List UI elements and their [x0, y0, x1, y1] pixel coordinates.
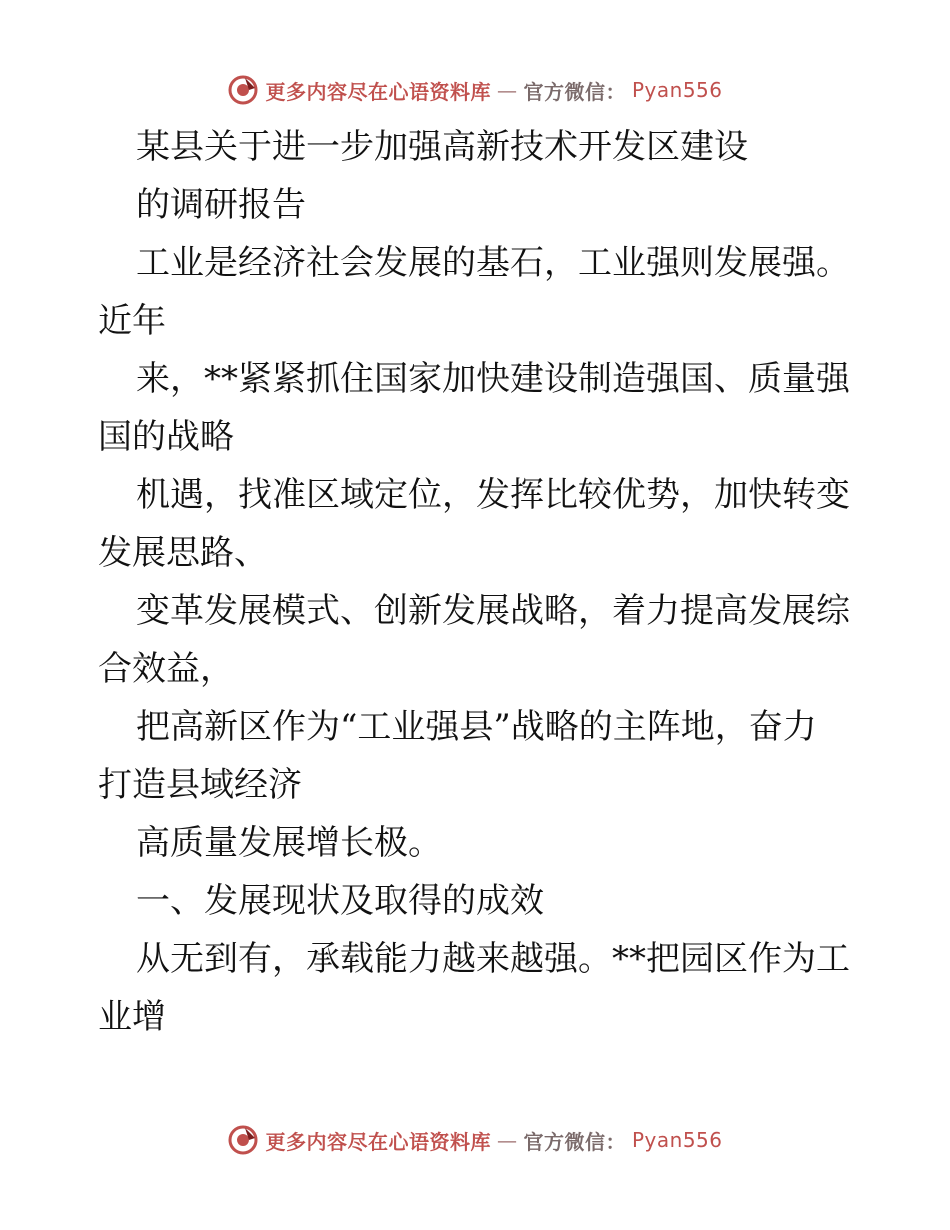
document-line: 业增 [98, 997, 166, 1037]
watermark-dash: — [496, 78, 518, 102]
header-watermark [0, 72, 950, 108]
document-line: 发展思路、 [98, 533, 268, 573]
watermark-wechat-id: Pyan556 [631, 78, 723, 102]
document-line: 合效益， [98, 649, 234, 689]
footer-watermark [0, 1122, 950, 1158]
document-line: 高质量发展增长极。 [136, 823, 442, 863]
document-line: 的调研报告 [136, 185, 306, 225]
document-line: 近年 [98, 301, 166, 341]
watermark-brand-text: 更多内容尽在心语资料库 [265, 1129, 491, 1154]
brand-logo-icon [227, 1124, 259, 1156]
document-line: 工业是经济社会发展的基石，工业强则发展强。 [136, 243, 850, 283]
document-line: 从无到有，承载能力越来越强。**把园区作为工 [136, 939, 850, 979]
brand-logo-icon [227, 74, 259, 106]
watermark-official-text: 官方微信： [523, 79, 626, 104]
watermark-wechat-id: Pyan556 [631, 1128, 723, 1152]
document-line: 某县关于进一步加强高新技术开发区建设 [136, 127, 748, 167]
document-line: 一、发展现状及取得的成效 [136, 881, 544, 921]
document-line: 打造县域经济 [98, 765, 302, 805]
watermark-official-text: 官方微信： [523, 1129, 626, 1154]
document-line: 变革发展模式、创新发展战略，着力提高发展综 [136, 591, 850, 631]
document-line: 来，**紧紧抓住国家加快建设制造强国、质量强 [136, 359, 850, 399]
document-line: 国的战略 [98, 417, 234, 457]
document-body [98, 118, 858, 1046]
document-line: 机遇，找准区域定位，发挥比较优势，加快转变 [136, 475, 850, 515]
document-line: 把高新区作为“工业强县”战略的主阵地，奋力 [136, 707, 817, 747]
watermark-brand-text: 更多内容尽在心语资料库 [265, 79, 491, 104]
watermark-dash: — [496, 1128, 518, 1152]
